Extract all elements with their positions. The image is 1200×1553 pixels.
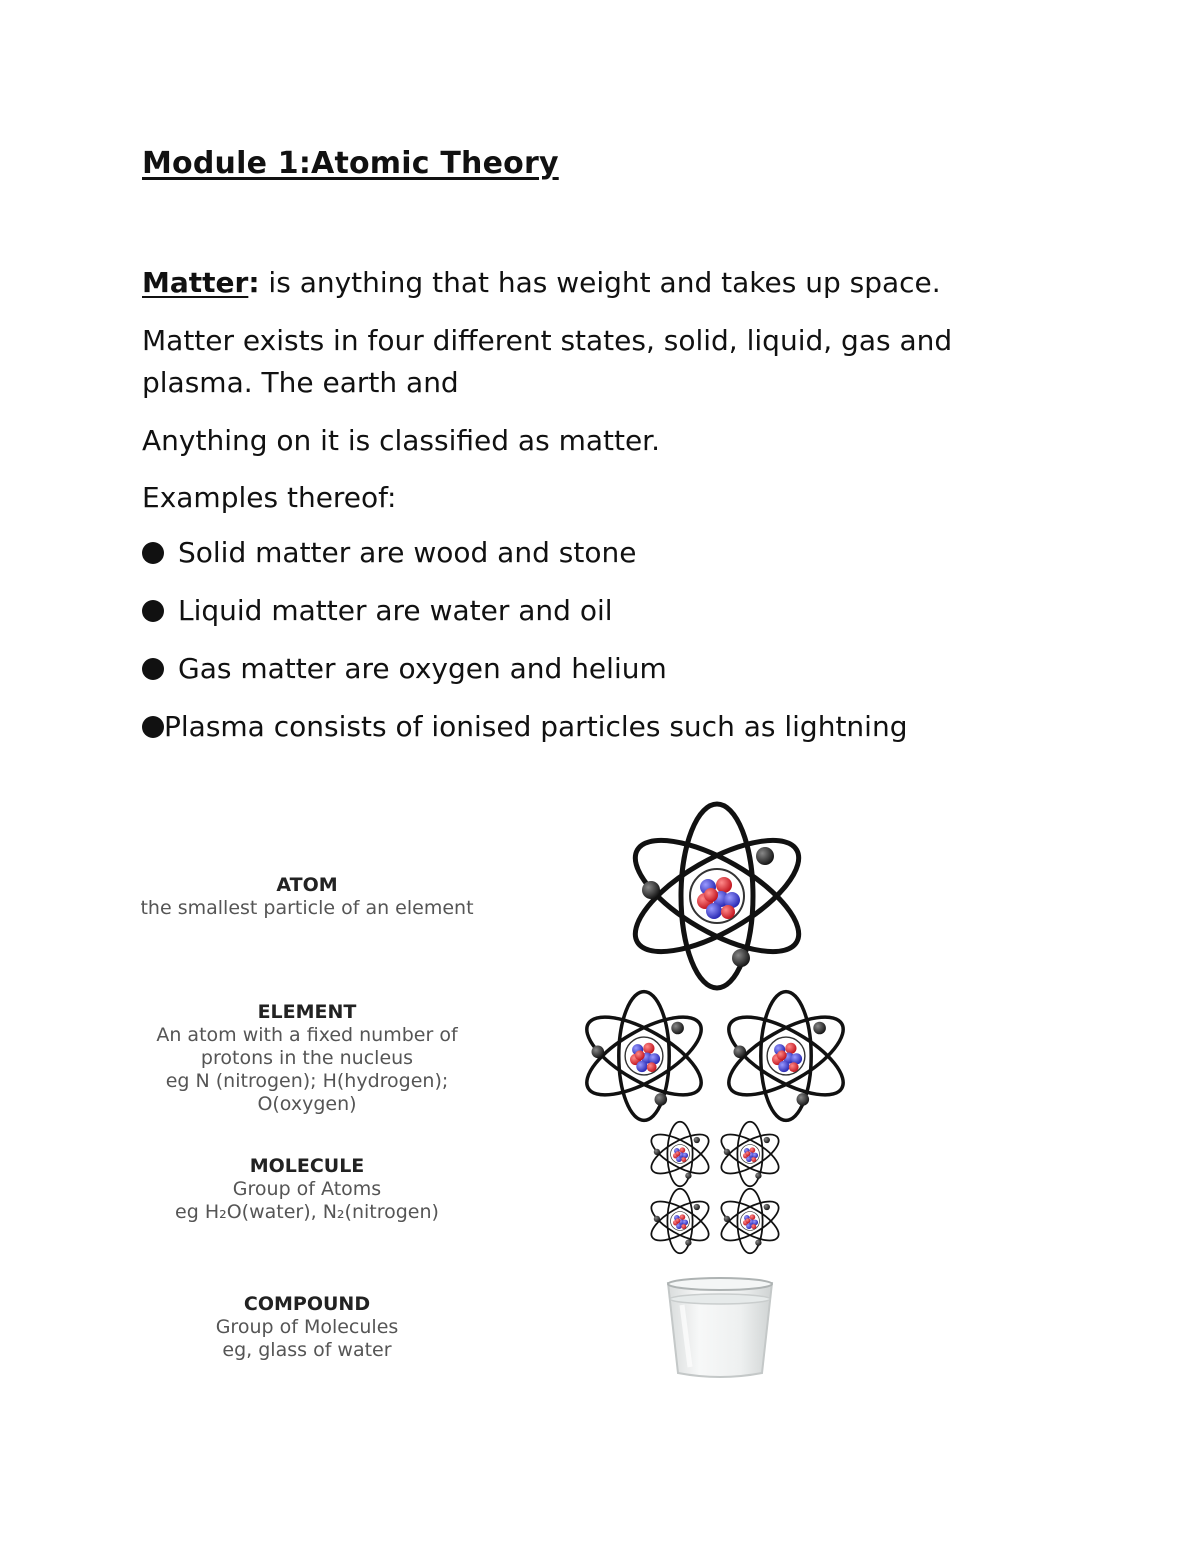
page-title: Module 1:Atomic Theory bbox=[142, 146, 559, 181]
definition-text: is anything that has weight and takes up space. bbox=[259, 266, 941, 299]
list-item: Liquid matter are water and oil bbox=[142, 590, 907, 648]
paragraph-states-line1: Matter exists in four different states, solid, liquid, gas and bbox=[142, 324, 953, 357]
atom-icon bbox=[612, 796, 822, 996]
molecule-atoms-icon bbox=[640, 1120, 790, 1256]
element-atoms-icon bbox=[572, 988, 862, 1124]
bullet-icon bbox=[142, 600, 164, 622]
list-item: Solid matter are wood and stone bbox=[142, 532, 907, 590]
molecule-label: MOLECULE Group of Atoms eg H₂O(water), N₂(nitrogen) bbox=[175, 1155, 439, 1223]
element-label: ELEMENT An atom with a fixed number of protons in the nucleus eg N (nitrogen); H(hydrogen); O(oxygen) bbox=[156, 1001, 458, 1115]
definition-term: Matter bbox=[142, 266, 249, 299]
list-item: Plasma consists of ionised particles such as lightning bbox=[142, 706, 907, 764]
glass-of-water-icon bbox=[660, 1275, 780, 1385]
paragraph-classified: Anything on it is classified as matter. bbox=[142, 424, 661, 457]
examples-list bbox=[142, 532, 907, 764]
bullet-icon bbox=[142, 658, 164, 680]
matter-definition bbox=[142, 262, 941, 304]
list-item: Gas matter are oxygen and helium bbox=[142, 648, 907, 706]
definition-colon: : bbox=[248, 266, 260, 299]
bullet-icon bbox=[142, 716, 164, 738]
bullet-icon bbox=[142, 542, 164, 564]
paragraph-examples: Examples thereof: bbox=[142, 481, 397, 514]
atom-label: ATOM the smallest particle of an element bbox=[140, 874, 474, 919]
compound-label: COMPOUND Group of Molecules eg, glass of water bbox=[215, 1293, 399, 1361]
paragraph-states-line2: plasma. The earth and bbox=[142, 366, 459, 399]
